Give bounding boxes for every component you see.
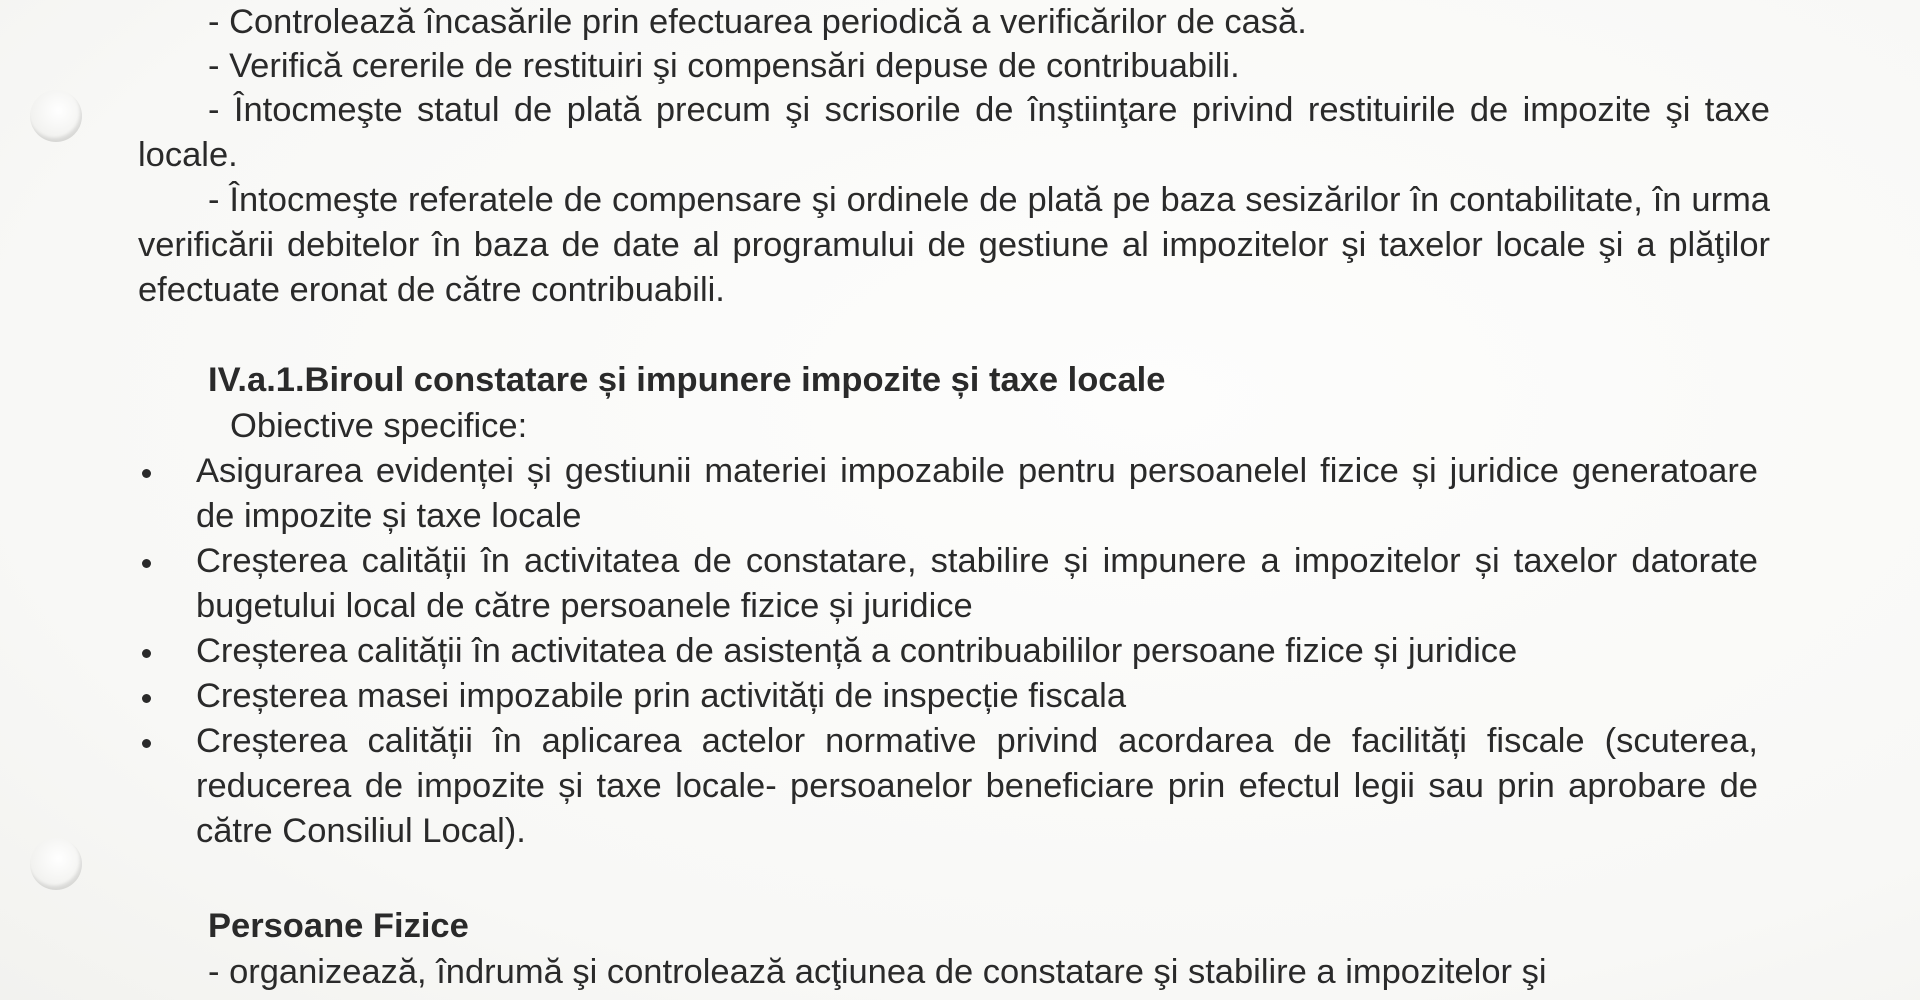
- objectives-label: Obiective specifice:: [230, 407, 528, 445]
- list-item: [138, 629, 1758, 674]
- objective-text: Asigurarea evidenței și gestiunii materiei impozabile pentru persoanelel fizice și juridice generatoare de impozite și taxe locale: [196, 452, 1758, 535]
- bullet-icon: [142, 694, 151, 703]
- list-item: [138, 674, 1758, 719]
- subheading-persoane-fizice: Persoane Fizice: [208, 907, 469, 945]
- objective-text: Creșterea calității în activitatea de asistență a contribuabililor persoane fizice și juridice: [196, 632, 1518, 670]
- bullet-icon: [142, 469, 151, 478]
- bullet-icon: [142, 559, 151, 568]
- objective-text: Creșterea masei impozabile prin activități de inspecție fiscala: [196, 677, 1127, 715]
- list-item: [138, 719, 1758, 854]
- section-heading: IV.a.1.Biroul constatare și impunere impozite și taxe locale: [208, 361, 1166, 399]
- duty-line-casa: - Controlează încasările prin efectuarea periodică a verificărilor de casă.: [208, 3, 1307, 41]
- punch-hole-bottom: [30, 838, 82, 890]
- duty-line-restituiri: - Verifică cererile de restituiri şi compensări depuse de contribuabili.: [208, 47, 1240, 85]
- bullet-icon: [142, 739, 151, 748]
- list-item: [138, 539, 1758, 629]
- objectives-list: [138, 449, 1758, 854]
- paragraph-compensare-block: [138, 178, 1770, 313]
- paragraph-restituiri: - Întocmeşte statul de plată precum şi scrisorile de înştiinţare privind restituirile de impozite şi taxe locale.: [138, 91, 1770, 174]
- paragraph-compensare: - Întocmeşte referatele de compensare şi ordinele de plată pe baza sesizărilor în contabilitate, în urma verificării debitelor în baza de date al programului de gestiune al impozitelor şi taxelor locale şi a plăţilor efectuate eronat de către contribuabili.: [138, 181, 1770, 309]
- objective-text: Creșterea calității în aplicarea actelor normative privind acordarea de facilități fiscale (scuterea, reducerea de impozite și taxe locale- persoanelor beneficiare prin efectul legii sau prin aprobare de către Consiliul Local).: [196, 722, 1758, 850]
- paragraph-restituiri-block: [138, 88, 1770, 178]
- punch-hole-top: [30, 90, 82, 142]
- bullet-icon: [142, 649, 151, 658]
- duty-line-organizeaza: - organizează, îndrumă şi controlează acţiunea de constatare şi stabilire a impozitelor şi: [208, 953, 1547, 991]
- objective-text: Creșterea calității în activitatea de constatare, stabilire și impunere a impozitelor și taxelor datorate bugetului local de către persoanele fizice și juridice: [196, 542, 1758, 625]
- list-item: [138, 449, 1758, 539]
